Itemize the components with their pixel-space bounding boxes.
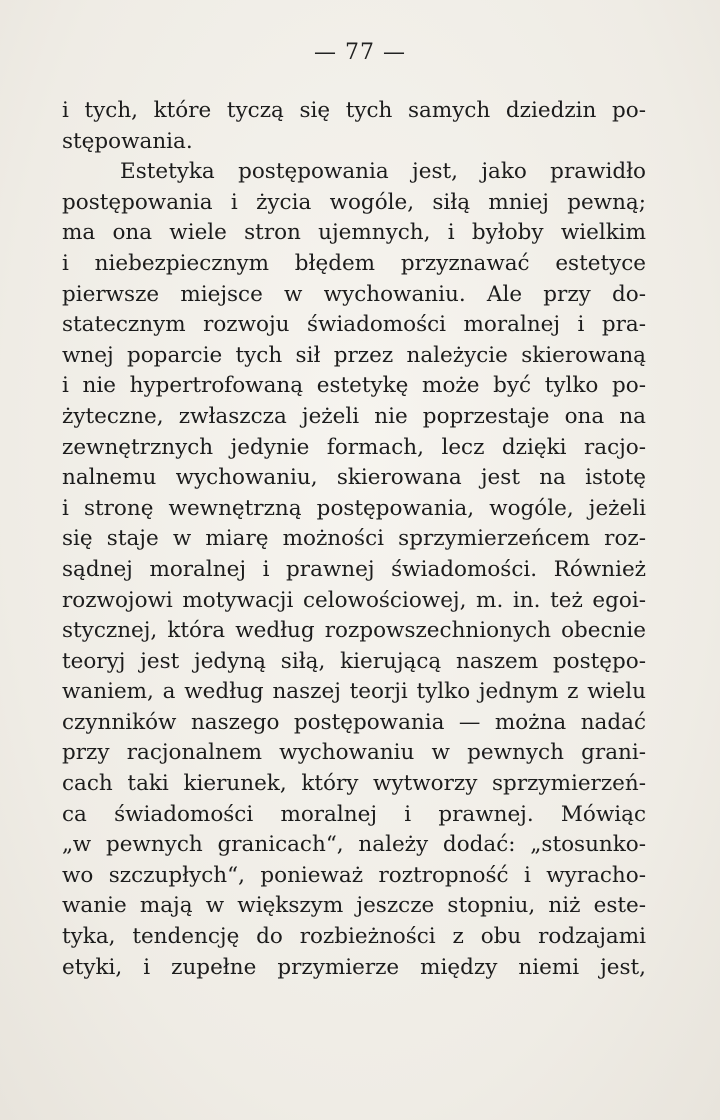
text-line: etyki, i zupełne przymierze między niemi jest, [62, 954, 646, 980]
text-line: Estetyka postępowania jest, jako prawidło [120, 159, 646, 185]
text-line: ca świadomości moralnej i prawnej. Mówiąc [62, 801, 646, 827]
text-line: teoryj jest jedyną siłą, kierującą naszem postępo- [62, 648, 646, 674]
text-line: ma ona wiele stron ujemnych, i byłoby wielkim [62, 220, 646, 246]
text-line: sądnej moralnej i prawnej świadomości. Również [62, 556, 646, 582]
text-line: czynników naszego postępowania — można nadać [62, 709, 646, 735]
text-line: pierwsze miejsce w wychowaniu. Ale przy do- [62, 281, 646, 307]
text-line: cach taki kierunek, który wytworzy sprzymierzeń- [62, 771, 646, 797]
text-line: nalnemu wychowaniu, skierowana jest na istotę [62, 465, 646, 491]
text-line: statecznym rozwoju świadomości moralnej i pra- [62, 312, 646, 338]
text-line: wanie mają w większym jeszcze stopniu, niż este- [62, 893, 646, 919]
body-text [62, 96, 646, 983]
text-line: przy racjonalnem wychowaniu w pewnych grani- [62, 740, 646, 766]
text-line: żyteczne, zwłaszcza jeżeli nie poprzestaje ona na [62, 403, 646, 429]
text-line: stępowania. [62, 128, 193, 154]
text-line: postępowania i życia wogóle, siłą mniej pewną; [62, 189, 646, 215]
text-line: „w pewnych granicach“, należy dodać: „stosunko- [62, 832, 646, 858]
page-number: — 77 — [314, 40, 406, 65]
text-line: wo szczupłych“, ponieważ roztropność i wyracho- [62, 862, 646, 888]
text-line: i niebezpiecznym błędem przyznawać estetyce [62, 250, 646, 276]
text-line: tyka, tendencję do rozbieżności z obu rodzajami [62, 924, 646, 950]
text-line: i stronę wewnętrzną postępowania, wogóle, jeżeli [62, 495, 646, 521]
text-line: stycznej, która według rozpowszechnionych obecnie [62, 618, 646, 644]
text-line: i tych, które tyczą się tych samych dziedzin po- [62, 98, 646, 123]
text-line: waniem, a według naszej teorji tylko jednym z wielu [62, 679, 646, 705]
text-line: i nie hypertrofowaną estetykę może być tylko po- [62, 373, 646, 399]
text-line: wnej poparcie tych sił przez należycie skierowaną [62, 342, 646, 368]
text-line: się staje w miarę możności sprzymierzeńcem roz- [62, 526, 646, 552]
text-line: zewnętrznych jedynie formach, lecz dzięki racjo- [62, 434, 646, 460]
text-line: rozwojowi motywacji celowościowej, m. in. też egoi- [62, 587, 646, 613]
